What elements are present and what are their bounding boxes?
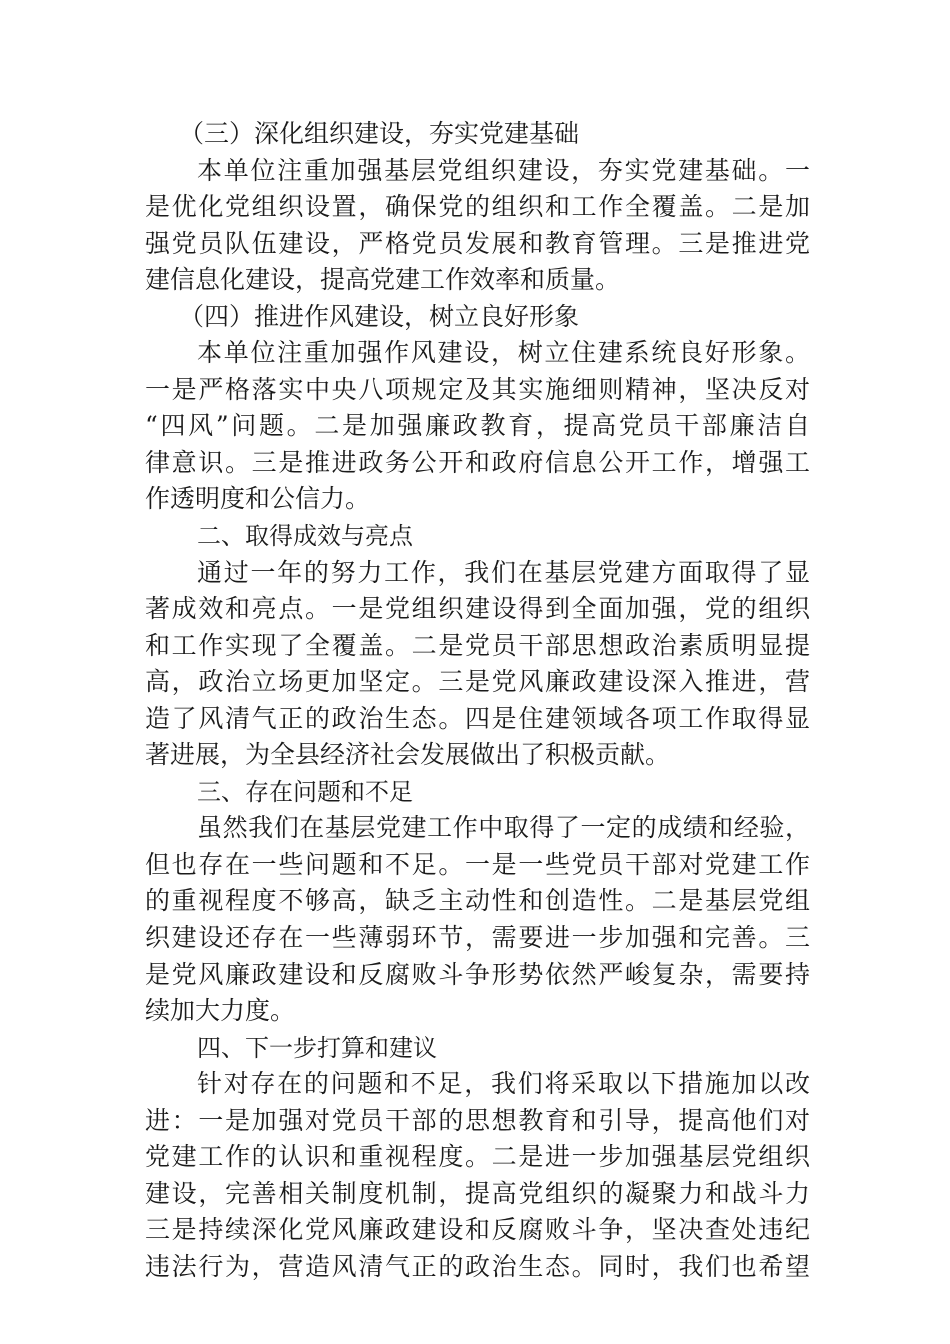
- paragraph-line: 虽然我们在基层党建工作中取得了一定的成绩和经验，: [197, 813, 810, 843]
- part-heading: 四、下一步打算和建议: [197, 1033, 437, 1062]
- paragraph-line: 建信息化建设，提高党建工作效率和质量。: [145, 265, 621, 295]
- paragraph-line: 强党员队伍建设，严格党员发展和教育管理。三是推进党: [145, 228, 810, 258]
- paragraph-line: 但也存在一些问题和不足。一是一些党员干部对党建工作: [145, 849, 810, 879]
- paragraph-line: 造了风清气正的政治生态。四是住建领域各项工作取得显: [145, 703, 810, 733]
- part-heading: 二、取得成效与亮点: [197, 522, 413, 551]
- part-heading: 三、存在问题和不足: [197, 777, 413, 806]
- paragraph-line: 的重视程度不够高，缺乏主动性和创造性。二是基层党组: [145, 886, 810, 916]
- paragraph-line: 织建设还存在一些薄弱环节，需要进一步加强和完善。三: [145, 923, 810, 953]
- paragraph-line: 作透明度和公信力。: [145, 484, 371, 514]
- paragraph-line: 著进展，为全县经济社会发展做出了积极贡献。: [145, 740, 671, 770]
- document-page: [145, 116, 810, 1286]
- paragraph-line: 党建工作的认识和重视程度。二是进一步加强基层党组织: [145, 1142, 810, 1172]
- paragraph-line: 进：一是加强对党员干部的思想教育和引导，提高他们对: [145, 1105, 810, 1135]
- paragraph-line: 是党风廉政建设和反腐败斗争形势依然严峻复杂，需要持: [145, 959, 810, 989]
- paragraph-line: 通过一年的努力工作，我们在基层党建方面取得了显: [197, 557, 810, 587]
- paragraph-line: 针对存在的问题和不足，我们将采取以下措施加以改: [197, 1069, 810, 1099]
- paragraph-line: “四风”问题。二是加强廉政教育，提高党员干部廉洁自: [145, 411, 810, 441]
- paragraph-line: 高，政治立场更加坚定。三是党风廉政建设深入推进，营: [145, 667, 810, 697]
- section-heading: （三）深化组织建设，夯实党建基础: [179, 119, 580, 148]
- paragraph-line: 本单位注重加强作风建设，树立住建系统良好形象。: [197, 338, 810, 368]
- paragraph-line: 和工作实现了全覆盖。二是党员干部思想政治素质明显提: [145, 630, 810, 660]
- paragraph-line: 建设，完善相关制度机制，提高党组织的凝聚力和战斗力: [145, 1178, 810, 1208]
- paragraph-line: 本单位注重加强基层党组织建设，夯实党建基础。一: [197, 155, 810, 185]
- paragraph-line: 违法行为，营造风清气正的政治生态。同时，我们也希望: [145, 1251, 810, 1281]
- paragraph-line: 著成效和亮点。一是党组织建设得到全面加强，党的组织: [145, 594, 810, 624]
- paragraph-line: 一是严格落实中央八项规定及其实施细则精神，坚决反对: [145, 374, 810, 404]
- paragraph-line: 是优化党组织设置，确保党的组织和工作全覆盖。二是加: [145, 192, 810, 222]
- paragraph-line: 续加大力度。: [145, 996, 296, 1026]
- section-heading: （四）推进作风建设，树立良好形象: [179, 301, 580, 331]
- paragraph-line: 三是持续深化党风廉政建设和反腐败斗争，坚决查处违纪: [145, 1215, 810, 1245]
- paragraph-line: 律意识。三是推进政务公开和政府信息公开工作，增强工: [145, 447, 810, 477]
